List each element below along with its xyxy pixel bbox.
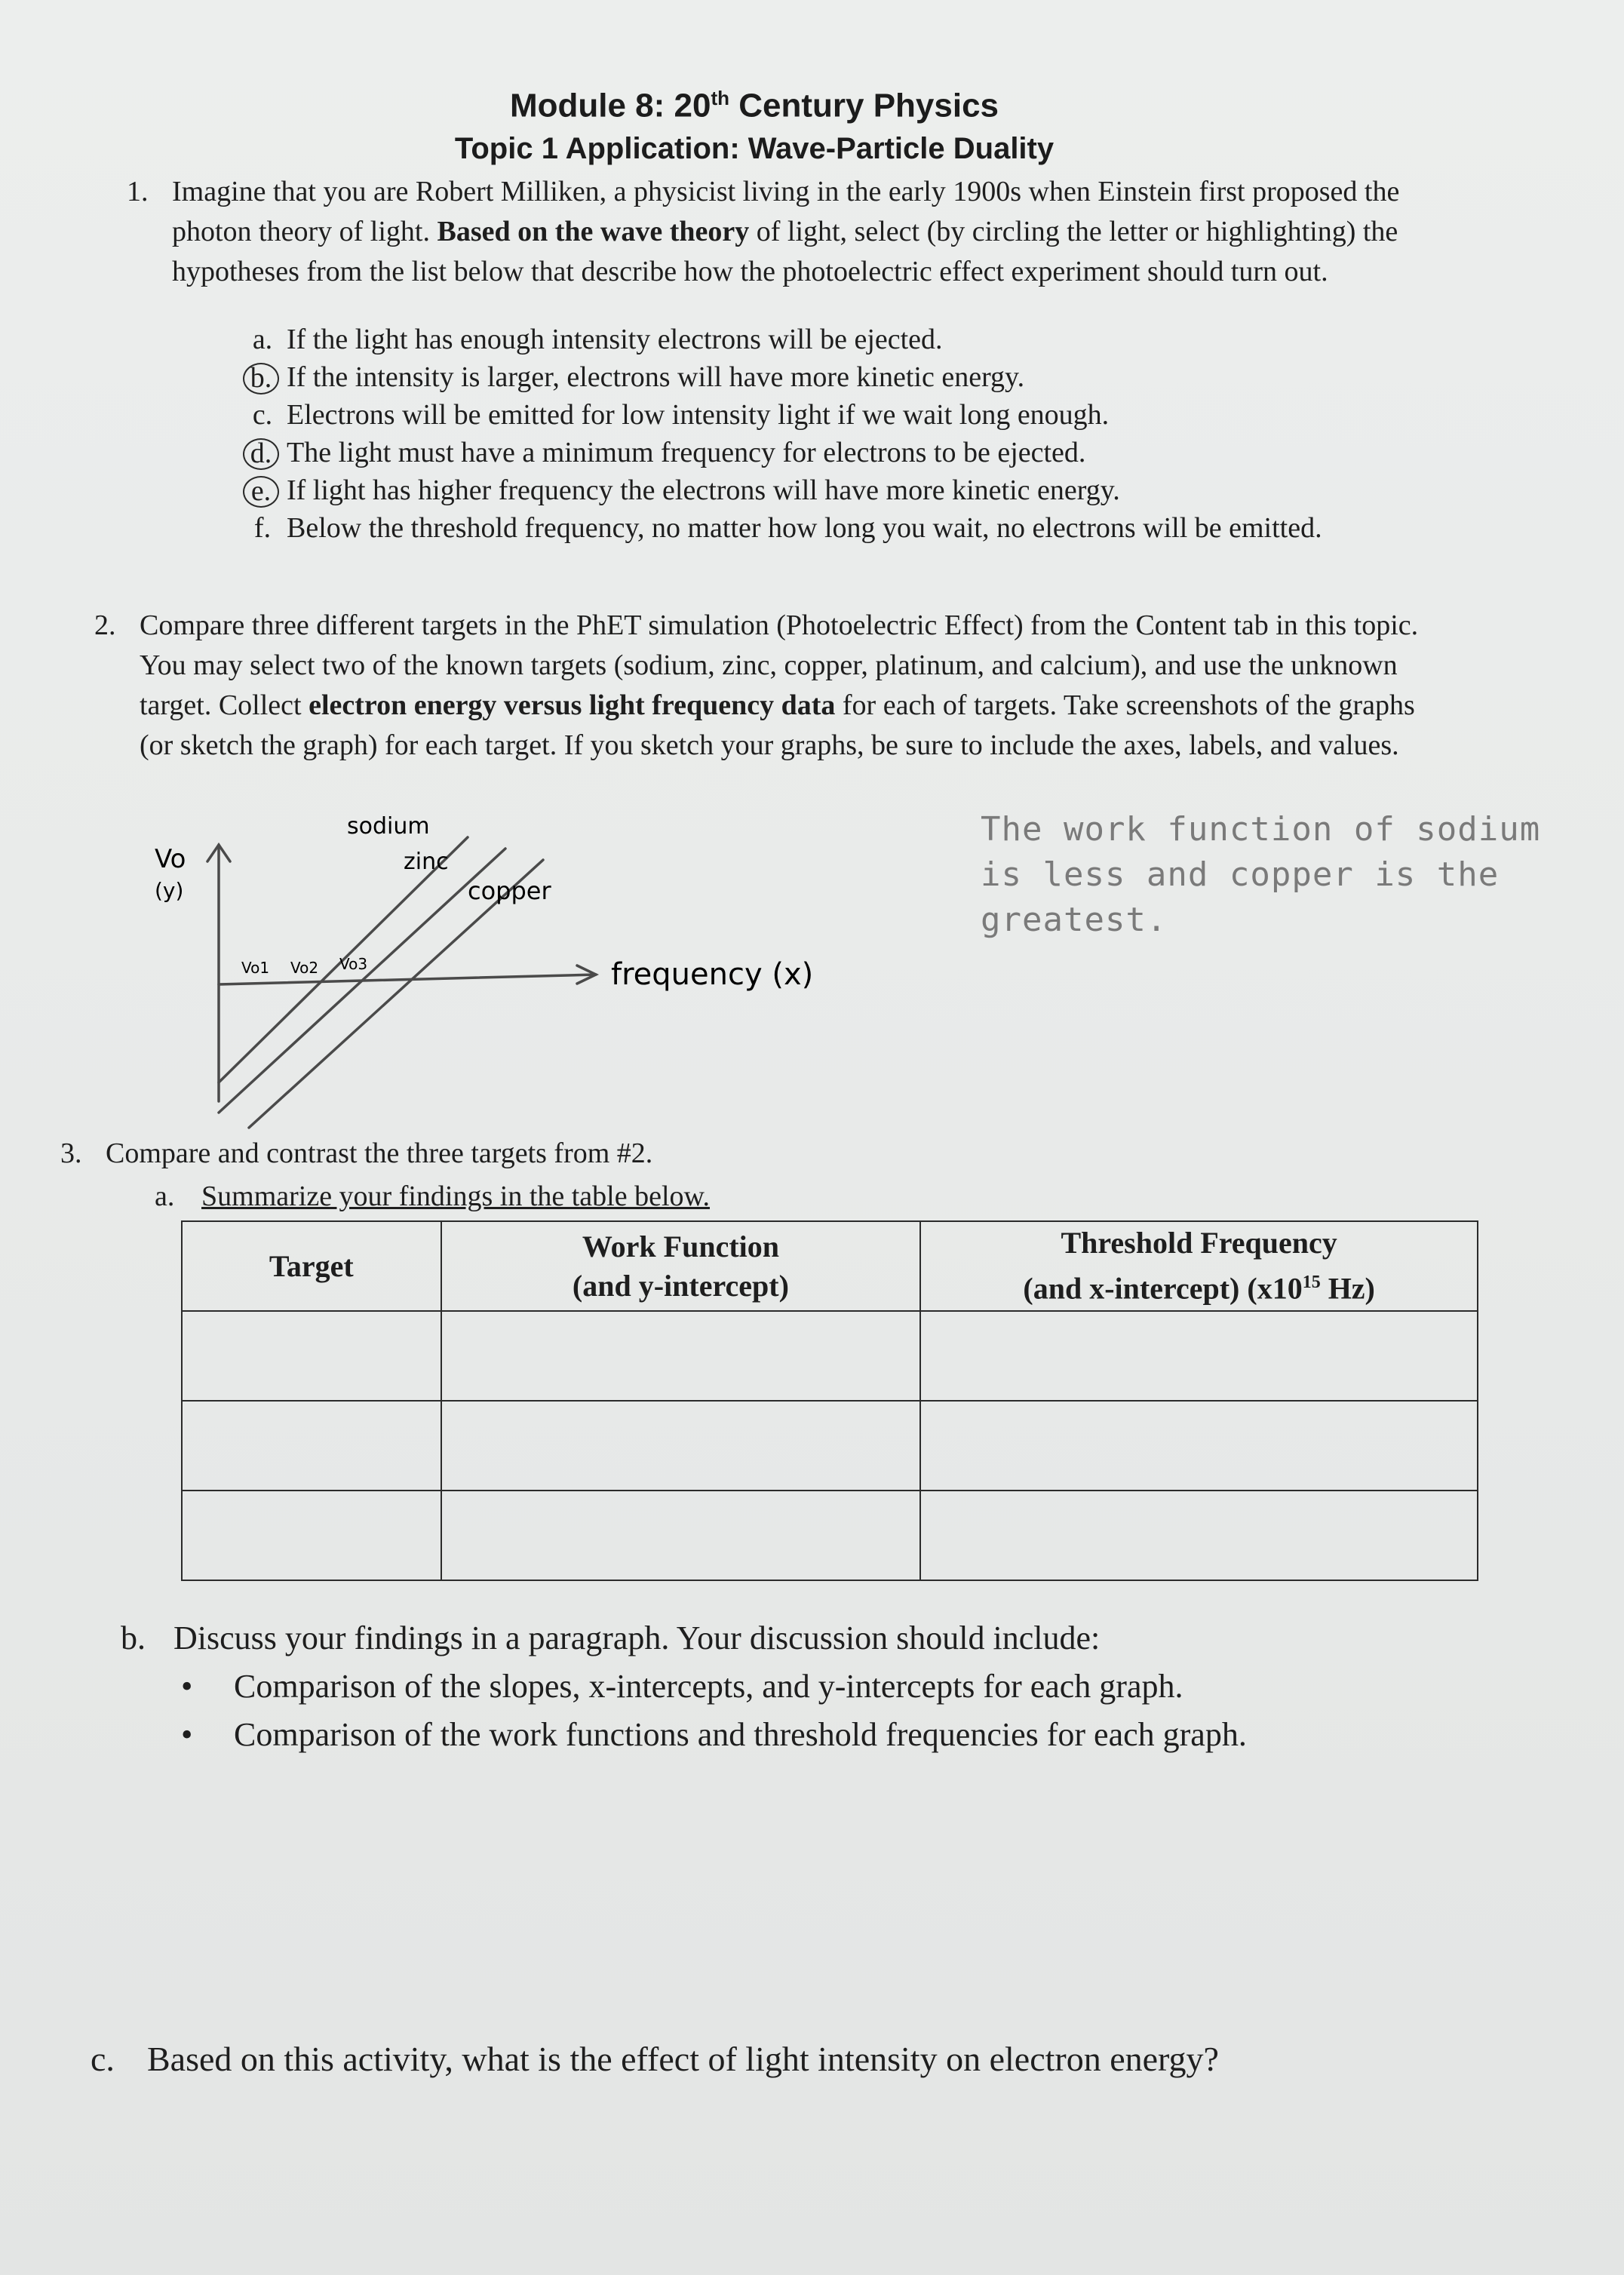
module-title-prefix: Module 8: 20 <box>509 87 711 124</box>
option-a-letter: a. <box>252 324 273 355</box>
question-1-text-before: Imagine that you are Robert Milliken, a physicist living in the early 1900s when Einstein first proposed the photon theory of light. <box>172 176 1400 247</box>
module-title-superscript: th <box>711 87 729 109</box>
option-a[interactable] <box>249 321 1426 358</box>
table-cell-work-function[interactable] <box>441 1491 921 1580</box>
table-cell-threshold[interactable] <box>920 1491 1478 1580</box>
list-item: • Comparison of the slopes, x-intercepts, and y-intercepts for each graph. <box>234 1662 1478 1711</box>
question-3-number: 3. <box>60 1138 82 1169</box>
option-c[interactable] <box>249 396 1426 434</box>
table-row <box>182 1311 1478 1401</box>
table-row <box>182 1401 1478 1491</box>
question-1 <box>127 172 1424 292</box>
question-3 <box>60 1134 1388 1174</box>
option-e-text: If light has higher frequency the electrons will have more kinetic energy. <box>287 474 1120 506</box>
zinc-line <box>219 849 505 1113</box>
option-b-text: If the intensity is larger, electrons will have more kinetic energy. <box>287 361 1025 393</box>
question-3b-bullets <box>121 1662 1478 1759</box>
header-work-function <box>441 1221 921 1311</box>
header-work-function-line2: (and y-intercept) <box>572 1268 789 1303</box>
table-cell-work-function[interactable] <box>441 1401 921 1491</box>
question-3c <box>91 2037 1448 2082</box>
question-3a-label: a. <box>155 1180 175 1212</box>
copper-label: copper <box>468 877 551 905</box>
header-threshold-line2-text: (and x-intercept) (x10 <box>1023 1271 1303 1306</box>
question-3-text: Compare and contrast the three targets from #2. <box>106 1138 653 1169</box>
module-title <box>0 87 1509 125</box>
table-cell-target[interactable] <box>182 1311 441 1401</box>
y-axis-sub-label: (y) <box>155 878 184 903</box>
option-e[interactable] <box>249 471 1426 509</box>
question-3b <box>121 1614 1478 1759</box>
option-f-text: Below the threshold frequency, no matter how long you wait, no electrons will be emitted. <box>287 512 1322 544</box>
x-axis-label: frequency (x) <box>611 957 814 992</box>
option-b[interactable] <box>249 358 1426 396</box>
table-cell-threshold[interactable] <box>920 1401 1478 1491</box>
option-c-letter: c. <box>252 399 273 431</box>
question-3b-text: Discuss your findings in a paragraph. Your discussion should include: <box>173 1620 1101 1656</box>
question-1-number: 1. <box>127 176 149 207</box>
question-1-text-bold: Based on the wave theory <box>437 216 750 247</box>
hand-sketch-graph <box>151 815 905 1131</box>
question-3b-prompt <box>121 1614 1478 1662</box>
option-d[interactable] <box>249 434 1426 471</box>
module-title-suffix: Century Physics <box>729 87 999 124</box>
question-1-text-after: of light, select (by circling the letter or highlighting) the hypotheses from the list below that describe how the photoelectric effect experiment should turn out. <box>172 216 1398 287</box>
table-cell-target[interactable] <box>182 1491 441 1580</box>
option-d-text: The light must have a minimum frequency for electrons to be ejected. <box>287 437 1086 468</box>
option-d-circled-letter: d. <box>243 438 279 470</box>
sodium-label: sodium <box>347 815 430 840</box>
intercept-label-2: Vo2 <box>290 959 319 977</box>
question-3c-label: c. <box>91 2040 115 2078</box>
table-header-row <box>182 1221 1478 1311</box>
option-f[interactable] <box>249 509 1426 547</box>
question-1-options <box>249 321 1426 547</box>
handwritten-note: The work function of sodium is less and copper is the greatest. <box>981 810 1541 939</box>
zinc-label: zinc <box>404 849 449 875</box>
table-cell-work-function[interactable] <box>441 1311 921 1401</box>
option-a-text: If the light has enough intensity electrons will be ejected. <box>287 324 943 355</box>
findings-table <box>181 1220 1478 1581</box>
question-2-text-bold: electron energy versus light frequency data <box>309 689 836 721</box>
question-2-text-1: Compare three different targets in the PhET simulation (Photoelectric Effect) from the Content tab in this topic. You may select two of the known targets (sodium, zinc, copper, platinum, and calcium), and use the unknown target. Collect <box>140 609 1419 721</box>
question-3c-text: Based on this activity, what is the effect of light intensity on electron energy? <box>147 2040 1219 2078</box>
question-3a <box>155 1177 710 1217</box>
table-cell-target[interactable] <box>182 1401 441 1491</box>
option-f-letter: f. <box>253 512 272 544</box>
header-threshold-exponent: 15 <box>1302 1273 1321 1293</box>
intercept-label-1: Vo1 <box>241 959 270 977</box>
list-item: • Comparison of the work functions and threshold frequencies for each graph. <box>234 1711 1478 1759</box>
header-threshold-line1: Threshold Frequency <box>1061 1226 1337 1260</box>
question-3b-label: b. <box>121 1620 146 1656</box>
header-threshold-unit: Hz) <box>1320 1271 1375 1306</box>
option-c-text: Electrons will be emitted for low intensity light if we wait long enough. <box>287 399 1110 431</box>
intercept-label-3: Vo3 <box>339 955 368 973</box>
header-threshold-line2 <box>922 1263 1476 1308</box>
option-b-circled-letter: b. <box>243 363 279 395</box>
header-target <box>182 1221 441 1311</box>
question-2-text-2: for each of targets. Take screenshots of the graphs (or sketch the graph) for each target. If you sketch your graphs, be sure to include the axes, labels, and values. <box>140 689 1415 761</box>
question-2 <box>94 606 1422 766</box>
topic-title: Topic 1 Application: Wave-Particle Duality <box>454 132 1055 165</box>
y-axis-label: Vo <box>155 844 186 874</box>
header-target-text: Target <box>269 1248 354 1283</box>
question-2-number: 2. <box>94 609 116 641</box>
question-3a-text: Summarize your findings in the table below. <box>201 1180 710 1212</box>
header-work-function-line1: Work Function <box>582 1229 779 1263</box>
header-threshold-frequency <box>920 1221 1478 1311</box>
option-e-circled-letter: e. <box>243 476 279 508</box>
table-cell-threshold[interactable] <box>920 1311 1478 1401</box>
table-row <box>182 1491 1478 1580</box>
